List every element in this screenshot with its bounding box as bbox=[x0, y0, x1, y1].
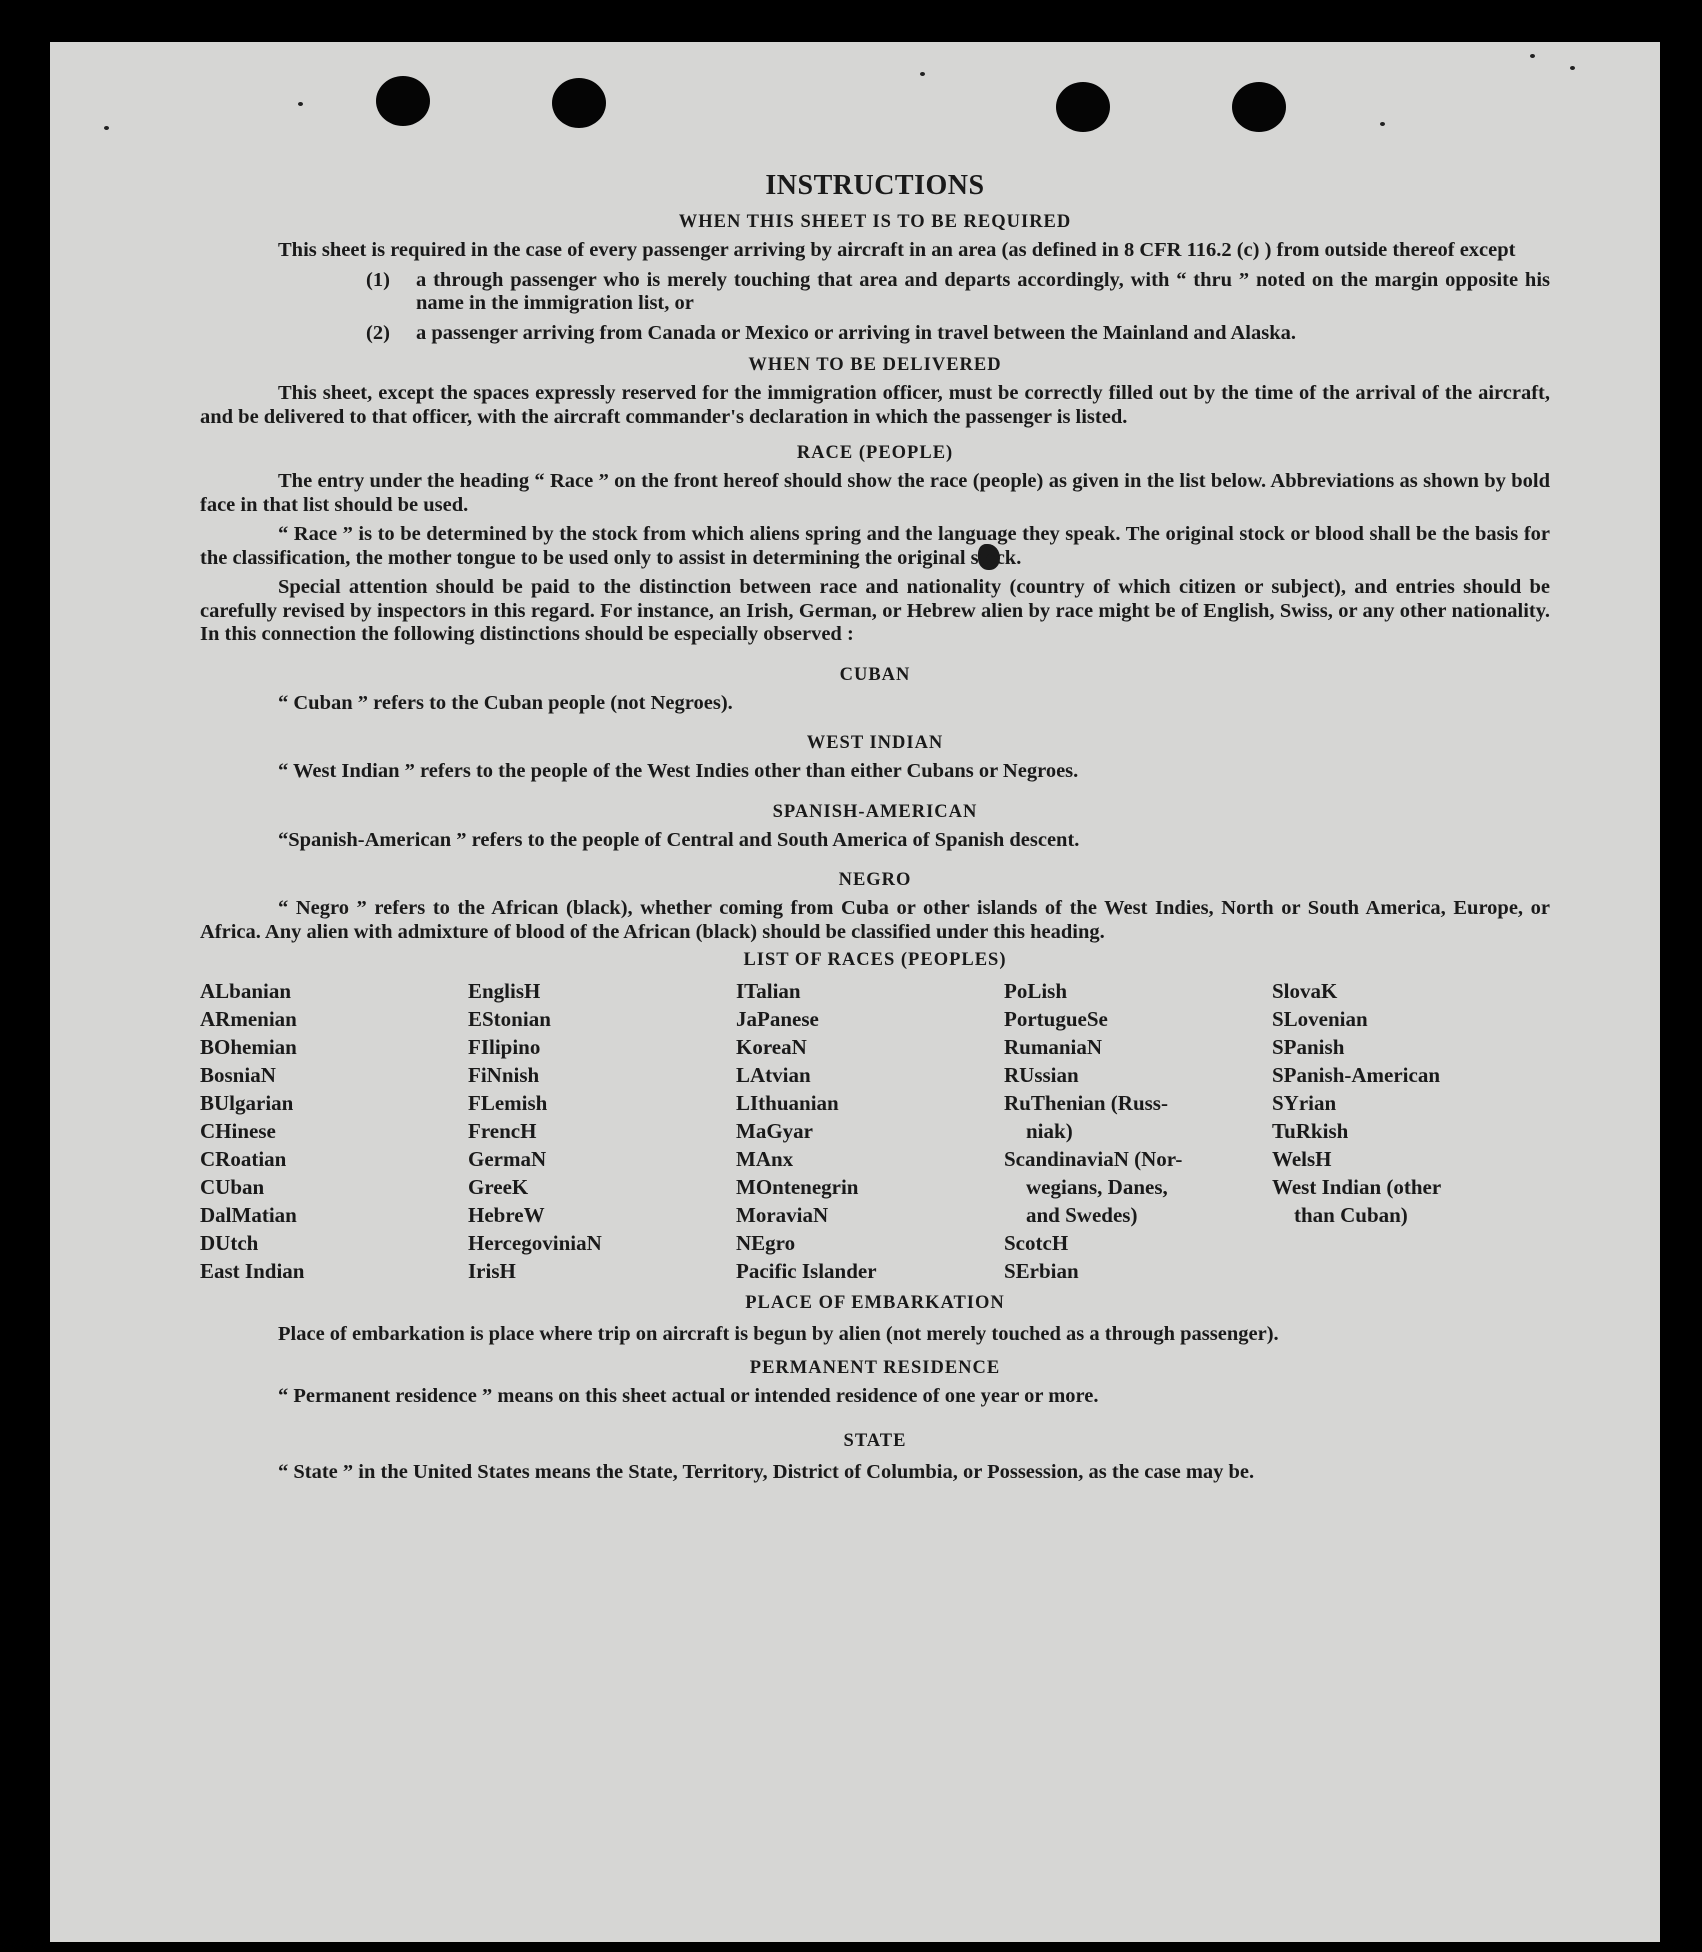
race-column-3 bbox=[736, 977, 1004, 1285]
race-item: Pacific Islander bbox=[736, 1259, 877, 1283]
race-column-4 bbox=[1004, 977, 1272, 1285]
item-number: (1) bbox=[366, 268, 390, 291]
speck bbox=[920, 72, 925, 76]
race-item: SPanish bbox=[1272, 1035, 1345, 1059]
paragraph: This sheet is required in the case of every passenger arriving by aircraft in an area (as defined in 8 CFR 116.2 (c) ) from outside thereof except bbox=[278, 239, 1516, 261]
speck bbox=[1380, 122, 1385, 126]
race-item: CHinese bbox=[200, 1119, 276, 1143]
race-item-continuation: and Swedes) bbox=[1026, 1203, 1138, 1227]
page-title: INSTRUCTIONS bbox=[765, 170, 985, 201]
race-item: ARmenian bbox=[200, 1007, 297, 1031]
section-heading: SPANISH-AMERICAN bbox=[772, 801, 978, 822]
race-item: NEgro bbox=[736, 1231, 796, 1255]
section-heading: NEGRO bbox=[838, 870, 912, 890]
race-item: RuThenian (Russ- bbox=[1004, 1091, 1168, 1115]
document-page bbox=[50, 42, 1660, 1942]
item-text: a passenger arriving from Canada or Mexico or arriving in travel between the Mainland and Alaska. bbox=[416, 321, 1296, 344]
race-item: PoLish bbox=[1004, 979, 1068, 1003]
item-text: a through passenger who is merely touching that area and departs accordingly, with “ thru ” noted on the margin opposite his name in the immigration list, or bbox=[416, 268, 1550, 314]
race-item: PortugueSe bbox=[1004, 1007, 1108, 1031]
race-item: DUtch bbox=[200, 1231, 259, 1255]
race-item: RumaniaN bbox=[1004, 1035, 1103, 1059]
race-item: DalMatian bbox=[200, 1203, 297, 1227]
race-item: EStonian bbox=[468, 1007, 551, 1031]
punch-hole bbox=[376, 76, 430, 126]
speck bbox=[298, 102, 303, 106]
race-column-1 bbox=[200, 977, 468, 1285]
race-item: CUban bbox=[200, 1175, 265, 1199]
section-heading: WHEN THIS SHEET IS TO BE REQUIRED bbox=[678, 212, 1072, 232]
race-item-continuation: than Cuban) bbox=[1294, 1203, 1408, 1227]
paragraph: Special attention should be paid to the distinction between race and nationality (country of which citizen or subject), and entries should be carefully revised by inspectors in this regard. For instance, an Irish, German, or Hebrew alien by race might be of English, Swiss, or any other nationality. In this connection the following distinctions should be especially observed : bbox=[200, 576, 1550, 645]
race-item: SLovenian bbox=[1272, 1007, 1368, 1031]
paragraph: “ West Indian ” refers to the people of the West Indies other than either Cubans or Negroes. bbox=[278, 760, 1079, 782]
race-item: ScandinaviaN (Nor- bbox=[1004, 1147, 1183, 1171]
race-item: KoreaN bbox=[736, 1035, 807, 1059]
race-item: GreeK bbox=[468, 1175, 529, 1199]
paragraph: “ State ” in the United States means the State, Territory, District of Columbia, or Possession, as the case may be. bbox=[278, 1460, 1255, 1483]
section-heading: CUBAN bbox=[839, 664, 911, 685]
paragraph: The entry under the heading “ Race ” on the front hereof should show the race (people) as given in the list below. Abbreviations as shown by bold face in that list should be used. bbox=[200, 470, 1550, 516]
race-item: CRoatian bbox=[200, 1147, 287, 1171]
section-heading: WHEN TO BE DELIVERED bbox=[748, 355, 1002, 375]
paragraph: Place of embarkation is place where trip on aircraft is begun by alien (not merely touched as a through passenger). bbox=[278, 1323, 1279, 1345]
speck bbox=[1570, 66, 1575, 70]
paragraph: This sheet, except the spaces expressly reserved for the immigration officer, must be correctly filled out by the time of the arrival of the aircraft, and be delivered to that officer, with the aircraft commander's declaration in which the passenger is listed. bbox=[200, 382, 1550, 428]
race-item: FrencH bbox=[468, 1119, 537, 1143]
race-item: BOhemian bbox=[200, 1035, 297, 1059]
paragraph: “ Negro ” refers to the African (black), whether coming from Cuba or other islands of the West Indies, North or South America, Europe, or Africa. Any alien with admixture of blood of the African (black) should be classified under this heading. bbox=[200, 897, 1550, 943]
race-item: ScotcH bbox=[1004, 1231, 1069, 1255]
section-heading: PERMANENT RESIDENCE bbox=[749, 1358, 1001, 1378]
race-item: HercegoviniaN bbox=[468, 1231, 602, 1255]
paragraph: “ Permanent residence ” means on this sheet actual or intended residence of one year or more. bbox=[278, 1385, 1099, 1407]
numbered-item bbox=[200, 322, 1550, 346]
race-item: IrisH bbox=[468, 1259, 516, 1283]
race-item-continuation: niak) bbox=[1026, 1119, 1073, 1143]
race-item: MaGyar bbox=[736, 1119, 813, 1143]
paragraph: “ Cuban ” refers to the Cuban people (not Negroes). bbox=[278, 691, 733, 714]
race-item: TuRkish bbox=[1272, 1119, 1349, 1143]
instructions-body bbox=[200, 170, 1550, 1486]
race-item: MAnx bbox=[736, 1147, 794, 1171]
race-item: FIlipino bbox=[468, 1035, 541, 1059]
paragraph: “ Race ” is to be determined by the stock from which aliens spring and the language they speak. The original stock or blood shall be the basis for the classification, the mother tongue to be used only to assist in determining the original stock. bbox=[200, 523, 1550, 569]
section-heading: LIST OF RACES (PEOPLES) bbox=[743, 950, 1007, 970]
punch-hole bbox=[1056, 82, 1110, 132]
race-item: SYrian bbox=[1272, 1091, 1337, 1115]
race-list bbox=[200, 977, 1550, 1285]
race-item: FLemish bbox=[468, 1091, 548, 1115]
race-item: SPanish-American bbox=[1272, 1063, 1440, 1087]
paragraph: “Spanish-American ” refers to the people of Central and South America of Spanish descent. bbox=[278, 828, 1080, 851]
race-item: RUssian bbox=[1004, 1063, 1079, 1087]
numbered-item bbox=[200, 269, 1550, 316]
section-heading: RACE (PEOPLE) bbox=[796, 443, 954, 463]
race-item: FiNnish bbox=[468, 1063, 540, 1087]
race-item: GermaN bbox=[468, 1147, 547, 1171]
race-item: MOntenegrin bbox=[736, 1175, 859, 1199]
race-item: SlovaK bbox=[1272, 979, 1338, 1003]
race-item: BosniaN bbox=[200, 1063, 276, 1087]
race-item: WelsH bbox=[1272, 1147, 1332, 1171]
race-item: JaPanese bbox=[736, 1007, 819, 1031]
speck bbox=[1530, 54, 1535, 58]
race-item: East Indian bbox=[200, 1259, 305, 1283]
section-heading: STATE bbox=[843, 1430, 907, 1451]
race-item: BUlgarian bbox=[200, 1091, 294, 1115]
race-item: LAtvian bbox=[736, 1063, 811, 1087]
race-item: West Indian (other bbox=[1272, 1175, 1442, 1199]
item-number: (2) bbox=[366, 321, 390, 344]
race-item: ALbanian bbox=[200, 979, 292, 1003]
section-heading: PLACE OF EMBARKATION bbox=[745, 1293, 1005, 1313]
section-heading: WEST INDIAN bbox=[806, 733, 944, 753]
race-item: EnglisH bbox=[468, 979, 541, 1003]
race-column-5 bbox=[1272, 977, 1550, 1285]
race-item: HebreW bbox=[468, 1203, 545, 1227]
race-item: SErbian bbox=[1004, 1259, 1079, 1283]
speck bbox=[104, 126, 109, 130]
race-column-2 bbox=[468, 977, 736, 1285]
race-item: ITalian bbox=[736, 979, 801, 1003]
race-item: MoraviaN bbox=[736, 1203, 829, 1227]
punch-hole bbox=[552, 78, 606, 128]
punch-hole bbox=[1232, 82, 1286, 132]
race-item-continuation: wegians, Danes, bbox=[1026, 1175, 1168, 1199]
race-item: LIthuanian bbox=[736, 1091, 839, 1115]
